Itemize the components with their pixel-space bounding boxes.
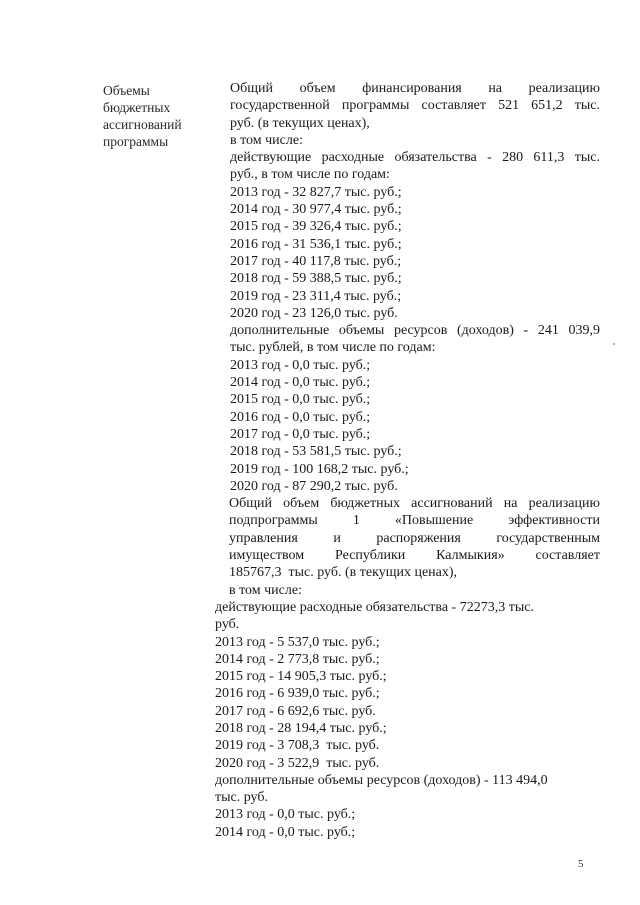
word: 039,9 — [568, 323, 600, 339]
year-line: 2016 год - 0,0 тыс. руб.; — [230, 409, 371, 425]
year-line: 2017 год - 6 692,6 тыс. руб. — [215, 703, 376, 719]
word: на — [503, 496, 518, 512]
word: государственным — [496, 530, 600, 546]
year-line: 2018 год - 53 581,5 тыс. руб.; — [230, 444, 402, 460]
word: имуществом — [229, 548, 305, 564]
word: распоряжения — [376, 530, 461, 546]
section-label-line: Объемы — [103, 83, 150, 98]
text-line: 185767,3 тыс. руб. (в текущих ценах), — [229, 565, 458, 581]
year-line: 2018 год - 28 194,4 тыс. руб.; — [215, 720, 387, 736]
word: составляет — [535, 548, 600, 564]
program-funding-block — [215, 80, 600, 495]
text-line: действующие расходные обязательства - 72273,3 тыс. — [215, 599, 534, 615]
year-line: 2019 год - 3 708,3 тыс. руб. — [215, 738, 380, 754]
word: дополнительные — [230, 323, 330, 339]
word: Республики — [335, 548, 406, 564]
word: и — [333, 530, 341, 546]
word: тыс. — [574, 98, 600, 114]
year-line: 2013 год - 0,0 тыс. руб.; — [215, 807, 356, 823]
section-label-line: программы — [103, 134, 169, 149]
text-line: руб., в том числе по годам: — [230, 167, 390, 183]
word: 521 — [498, 98, 520, 114]
word: ресурсов — [393, 323, 448, 339]
justified-line — [230, 322, 600, 339]
word: реализацию — [528, 81, 600, 96]
justified-line — [230, 80, 600, 97]
text-line: руб. (в текущих ценах), — [230, 115, 370, 131]
word: Общий — [230, 81, 273, 96]
year-line: 2015 год - 14 905,3 тыс. руб.; — [215, 669, 387, 685]
section-label-line: ассигнований — [103, 117, 182, 132]
subprogram-details-block — [215, 582, 600, 841]
word: «Повышение — [394, 513, 474, 529]
justified-line — [229, 495, 600, 512]
year-line: 2013 год - 32 827,7 тыс. руб.; — [230, 184, 402, 200]
year-line: 2013 год - 0,0 тыс. руб.; — [230, 357, 371, 373]
word: действующие — [230, 150, 312, 166]
year-line: 2020 год - 23 126,0 тыс. руб. — [230, 305, 398, 321]
word: Калмыкия» — [436, 548, 505, 564]
budget-content — [215, 80, 600, 841]
word: реализацию — [528, 496, 600, 512]
text-line: тыс. рублей, в том числе по годам: — [230, 340, 436, 356]
word: финансирования — [362, 81, 462, 96]
word: программы — [341, 98, 410, 114]
word: на — [488, 81, 503, 96]
year-line: 2020 год - 3 522,9 тыс. руб. — [215, 755, 380, 771]
word: - — [523, 323, 529, 339]
page-number: 5 — [578, 858, 584, 870]
word: объем — [283, 496, 320, 512]
text-line: руб. — [215, 617, 240, 633]
year-line: 2014 год - 2 773,8 тыс. руб.; — [215, 651, 380, 667]
justified-line — [229, 512, 600, 529]
word: 1 — [352, 513, 360, 529]
text-line: дополнительные объемы ресурсов (доходов) - 113 494,0 — [215, 772, 548, 788]
justified-line — [230, 149, 600, 166]
year-line: 2014 год - 30 977,4 тыс. руб.; — [230, 202, 402, 218]
word: (доходов) — [457, 323, 514, 339]
word: ассигнований — [411, 496, 493, 512]
word: управления — [229, 530, 298, 546]
year-line: 2013 год - 5 537,0 тыс. руб.; — [215, 634, 380, 650]
word: государственной — [230, 98, 330, 114]
word: объем — [299, 81, 336, 96]
year-line: 2019 год - 23 311,4 тыс. руб.; — [230, 288, 402, 304]
text-line: в том числе: — [230, 132, 303, 148]
word: 651,2 — [531, 98, 563, 114]
justified-line — [229, 530, 600, 547]
year-line: 2017 год - 0,0 тыс. руб.; — [230, 426, 371, 442]
justified-line — [230, 97, 600, 114]
word: 611,3 — [533, 150, 565, 166]
word: эффективности — [508, 513, 600, 529]
text-line: в том числе: — [229, 582, 302, 598]
word: 241 — [537, 323, 559, 339]
section-label — [103, 82, 213, 150]
text-line: тыс. руб. — [215, 790, 268, 806]
word: тыс. — [574, 150, 600, 166]
year-line: 2020 год - 87 290,2 тыс. руб. — [230, 478, 398, 494]
word: - — [487, 150, 492, 166]
year-line: 2014 год - 0,0 тыс. руб.; — [215, 824, 356, 840]
year-line: 2015 год - 39 326,4 тыс. руб.; — [230, 219, 402, 235]
word: составляет — [421, 98, 486, 114]
year-line: 2016 год - 6 939,0 тыс. руб.; — [215, 686, 380, 702]
scan-speck — [613, 343, 615, 345]
year-line: 2014 год - 0,0 тыс. руб.; — [230, 375, 371, 391]
subprogram-funding-block — [215, 495, 600, 581]
word: Общий — [229, 496, 272, 512]
word: обязательства — [394, 150, 477, 166]
word: 280 — [502, 150, 524, 166]
year-line: 2019 год - 100 168,2 тыс. руб.; — [230, 461, 409, 477]
year-line: 2017 год - 40 117,8 тыс. руб.; — [230, 253, 402, 269]
word: объемы — [338, 323, 385, 339]
year-line: 2018 год - 59 388,5 тыс. руб.; — [230, 271, 402, 287]
word: подпрограммы — [229, 513, 318, 529]
section-label-line: бюджетных — [103, 100, 171, 115]
justified-line — [229, 547, 600, 564]
word: бюджетных — [330, 496, 401, 512]
word: расходные — [321, 150, 385, 166]
year-line: 2015 год - 0,0 тыс. руб.; — [230, 392, 371, 408]
year-line: 2016 год - 31 536,1 тыс. руб.; — [230, 236, 402, 252]
